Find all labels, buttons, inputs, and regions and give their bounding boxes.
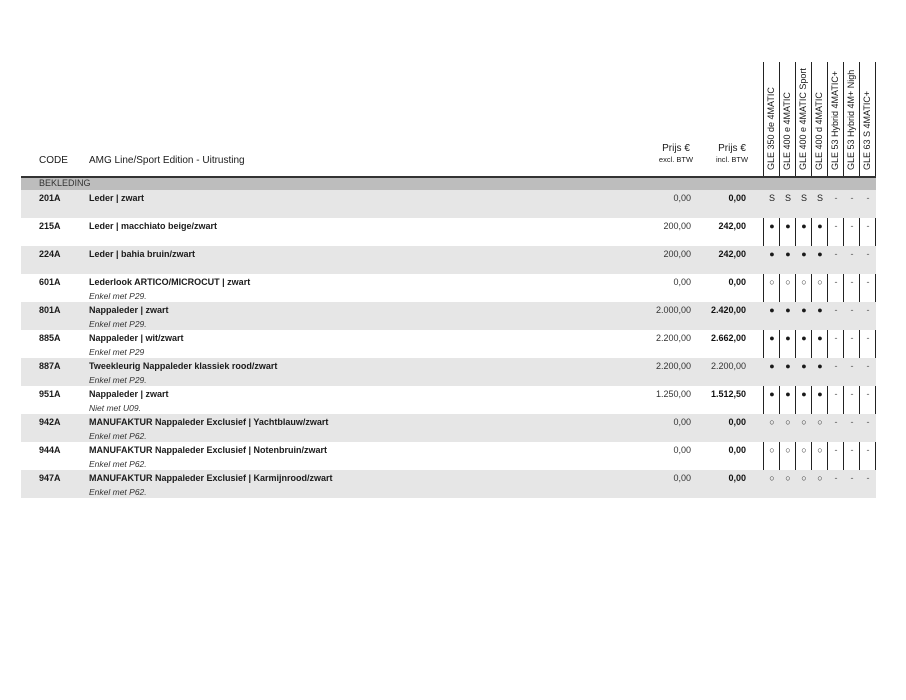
model-column-header: GLE 53 Hybrid 4MATIC+ — [830, 70, 840, 170]
availability-mark: - — [866, 221, 870, 231]
option-code: 885A — [39, 333, 61, 343]
model-column-header: GLE 350 de 4MATIC — [766, 87, 776, 170]
option-code: 947A — [39, 473, 61, 483]
availability-mark: - — [834, 445, 838, 455]
price-incl: 0,00 — [728, 193, 746, 203]
availability-mark: ● — [817, 305, 823, 315]
availability-mark: ○ — [817, 445, 823, 455]
availability-mark: ● — [785, 305, 791, 315]
availability-mark: - — [850, 361, 854, 371]
table-row — [21, 442, 876, 470]
availability-mark: - — [834, 333, 838, 343]
availability-mark: ○ — [801, 445, 807, 455]
price-incl: 242,00 — [718, 221, 746, 231]
availability-mark: ● — [785, 361, 791, 371]
availability-mark: - — [834, 221, 838, 231]
availability-mark: - — [850, 389, 854, 399]
option-note: Enkel met P29. — [89, 319, 147, 329]
section-title: AMG Line/Sport Edition - Uitrusting — [89, 155, 245, 166]
availability-mark: - — [850, 277, 854, 287]
option-name: Nappaleder | zwart — [89, 305, 169, 315]
table-row — [21, 386, 876, 414]
availability-mark: - — [834, 193, 838, 203]
option-name: Lederlook ARTICO/MICROCUT | zwart — [89, 277, 251, 287]
table-row — [21, 218, 876, 246]
availability-mark: ● — [769, 333, 775, 343]
price-excl-sub: excl. BTW — [658, 155, 694, 164]
table-row — [21, 358, 876, 386]
option-code: 951A — [39, 389, 61, 399]
availability-mark: ○ — [817, 473, 823, 483]
option-name: MANUFAKTUR Nappaleder Exclusief | Karmijnrood/zwart — [89, 473, 333, 483]
option-name: Leder | macchiato beige/zwart — [89, 221, 218, 231]
option-name: Nappaleder | zwart — [89, 389, 169, 399]
model-column-header: GLE 53 Hybrid 4M+ Nigh — [846, 69, 856, 170]
option-name: MANUFAKTUR Nappaleder Exclusief | Notenbruin/zwart — [89, 445, 328, 455]
availability-mark: ● — [801, 249, 807, 259]
availability-mark: - — [850, 193, 854, 203]
option-note: Enkel met P62. — [89, 459, 147, 469]
availability-mark: ● — [769, 221, 775, 231]
availability-mark: - — [850, 445, 854, 455]
table-row — [21, 274, 876, 302]
availability-mark: ○ — [785, 445, 791, 455]
availability-mark: ● — [801, 361, 807, 371]
option-code: 601A — [39, 277, 61, 287]
table-row — [21, 414, 876, 442]
availability-mark: - — [850, 221, 854, 231]
availability-mark: - — [866, 249, 870, 259]
code-column-header: CODE — [39, 155, 68, 166]
model-column-header: GLE 400 d 4MATIC — [814, 92, 824, 170]
price-excl-label: Prijs € — [662, 143, 690, 154]
price-incl-sub: incl. BTW — [715, 155, 749, 164]
availability-mark: - — [834, 417, 838, 427]
availability-mark: - — [850, 333, 854, 343]
availability-mark: ● — [769, 305, 775, 315]
availability-mark: ○ — [785, 417, 791, 427]
price-incl: 0,00 — [728, 445, 746, 455]
table-row — [21, 470, 876, 498]
availability-mark: ● — [801, 389, 807, 399]
availability-mark: ○ — [769, 473, 775, 483]
price-incl: 2.662,00 — [710, 333, 746, 343]
availability-mark: ○ — [817, 277, 823, 287]
availability-mark: ● — [785, 249, 791, 259]
availability-mark: ○ — [817, 417, 823, 427]
option-note: Enkel met P62. — [89, 431, 147, 441]
option-name: Leder | zwart — [89, 193, 145, 203]
table-row — [21, 302, 876, 330]
availability-mark: - — [834, 473, 838, 483]
price-incl: 0,00 — [728, 277, 746, 287]
option-note: Niet met U09. — [89, 403, 141, 413]
availability-mark: - — [866, 333, 870, 343]
availability-mark: ○ — [785, 277, 791, 287]
availability-mark: - — [850, 417, 854, 427]
availability-mark: ● — [769, 389, 775, 399]
availability-mark: ○ — [801, 417, 807, 427]
price-incl: 0,00 — [728, 417, 746, 427]
price-excl: 1.250,00 — [655, 389, 691, 399]
option-code: 801A — [39, 305, 61, 315]
availability-mark: ● — [801, 333, 807, 343]
option-note: Enkel met P62. — [89, 487, 147, 497]
price-excl-header — [646, 143, 706, 165]
availability-mark: - — [850, 305, 854, 315]
price-incl: 2.420,00 — [710, 305, 746, 315]
availability-mark: - — [866, 361, 870, 371]
section-label: BEKLEDING — [39, 178, 91, 188]
availability-mark: - — [866, 277, 870, 287]
section-bar — [21, 177, 876, 190]
availability-mark: ○ — [801, 277, 807, 287]
availability-mark: ● — [769, 361, 775, 371]
availability-mark: - — [834, 361, 838, 371]
availability-mark: - — [834, 277, 838, 287]
availability-mark: ● — [801, 221, 807, 231]
price-excl: 0,00 — [673, 417, 691, 427]
availability-mark: - — [866, 305, 870, 315]
price-excl: 0,00 — [673, 445, 691, 455]
price-incl-header — [702, 143, 762, 165]
availability-mark: ● — [785, 333, 791, 343]
availability-mark: ○ — [769, 417, 775, 427]
availability-mark: S — [816, 193, 823, 203]
price-incl: 2.200,00 — [710, 361, 746, 371]
option-name: MANUFAKTUR Nappaleder Exclusief | Yachtblauw/zwart — [89, 417, 329, 427]
availability-mark: ● — [785, 221, 791, 231]
availability-mark: - — [866, 389, 870, 399]
price-excl: 0,00 — [673, 277, 691, 287]
availability-mark: ○ — [769, 445, 775, 455]
option-name: Tweekleurig Nappaleder klassiek rood/zwart — [89, 361, 278, 371]
option-code: 215A — [39, 221, 61, 231]
price-incl: 0,00 — [728, 473, 746, 483]
table-row — [21, 246, 876, 274]
price-incl: 1.512,50 — [710, 389, 746, 399]
availability-mark: S — [768, 193, 775, 203]
price-excl: 2.200,00 — [655, 361, 691, 371]
option-code: 942A — [39, 417, 61, 427]
availability-mark: ● — [817, 333, 823, 343]
table-row — [21, 330, 876, 358]
price-incl-label: Prijs € — [718, 143, 746, 154]
price-excl: 2.000,00 — [655, 305, 691, 315]
option-note: Enkel met P29. — [89, 291, 147, 301]
price-excl: 2.200,00 — [655, 333, 691, 343]
availability-mark: - — [850, 473, 854, 483]
availability-mark: - — [850, 249, 854, 259]
price-excl: 200,00 — [663, 249, 691, 259]
availability-mark: ● — [817, 389, 823, 399]
availability-mark: ● — [817, 361, 823, 371]
option-note: Enkel met P29 — [89, 347, 145, 357]
model-column-header: GLE 400 e 4MATIC Sport — [798, 68, 808, 170]
table-row — [21, 190, 876, 218]
availability-mark: - — [834, 389, 838, 399]
availability-mark: ● — [817, 221, 823, 231]
availability-mark: - — [866, 417, 870, 427]
availability-mark: - — [866, 193, 870, 203]
availability-mark: - — [866, 445, 870, 455]
option-note: Enkel met P29. — [89, 375, 147, 385]
header-rule — [21, 176, 876, 178]
price-excl: 0,00 — [673, 193, 691, 203]
availability-mark: - — [834, 305, 838, 315]
availability-mark: ○ — [801, 473, 807, 483]
availability-mark: - — [866, 473, 870, 483]
availability-mark: ● — [785, 389, 791, 399]
availability-mark: ● — [769, 249, 775, 259]
option-code: 944A — [39, 445, 61, 455]
option-name: Nappaleder | wit/zwart — [89, 333, 184, 343]
model-column-header: GLE 63 S 4MATIC+ — [862, 90, 872, 170]
price-incl: 242,00 — [718, 249, 746, 259]
option-code: 224A — [39, 249, 61, 259]
model-column-header: GLE 400 e 4MATIC — [782, 92, 792, 170]
price-excl: 0,00 — [673, 473, 691, 483]
availability-mark: ○ — [785, 473, 791, 483]
availability-mark: S — [800, 193, 807, 203]
price-excl: 200,00 — [663, 221, 691, 231]
option-code: 887A — [39, 361, 61, 371]
option-name: Leder | bahia bruin/zwart — [89, 249, 196, 259]
option-code: 201A — [39, 193, 61, 203]
availability-mark: - — [834, 249, 838, 259]
availability-mark: S — [784, 193, 791, 203]
availability-mark: ○ — [769, 277, 775, 287]
availability-mark: ● — [801, 305, 807, 315]
availability-mark: ● — [817, 249, 823, 259]
